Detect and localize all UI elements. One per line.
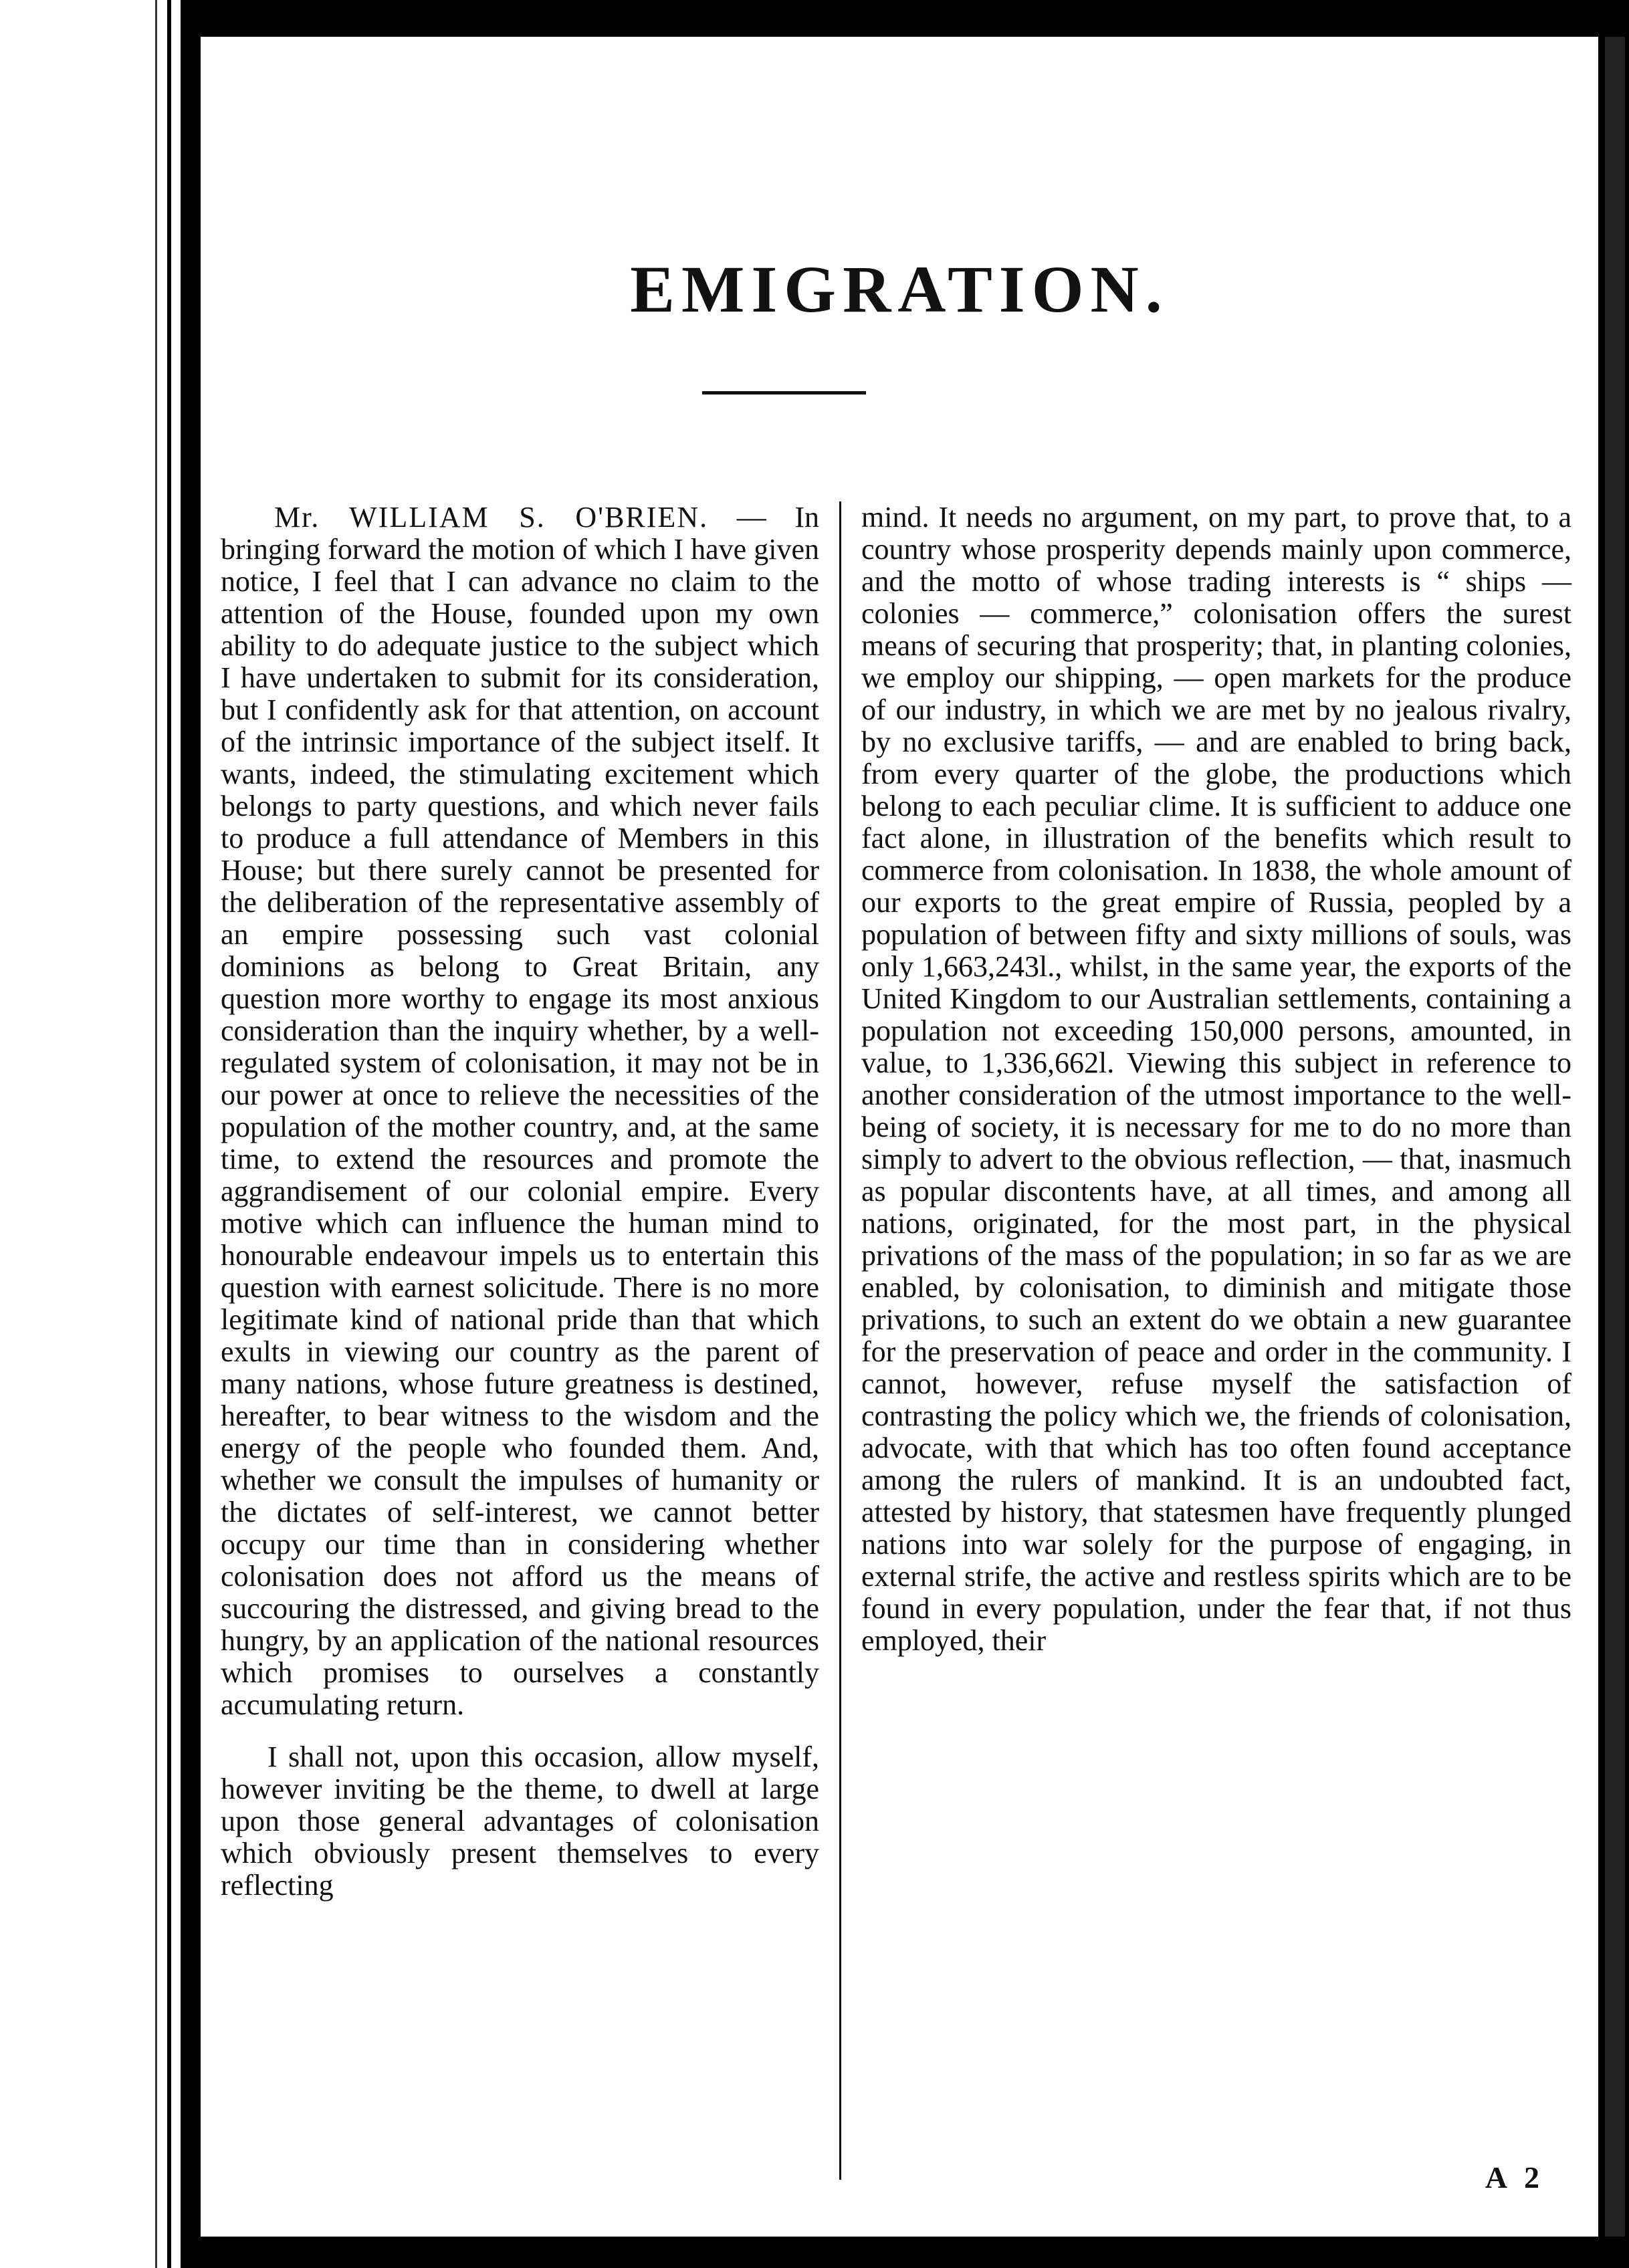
binding-line bbox=[167, 0, 171, 2268]
paragraph-1-body: — In bringing forward the motion of which I have given notice, I feel that I can advance no claim to the attention of the House, founded upon my own ability to do adequate justice to the subject which I have undertaken to submit for its consideration, but I confidently ask for that attention, on account of the intrinsic importance of the subject itself. It wants, indeed, the stimulating excitement which belongs to party questions, and which never fails to produce a full attendance of Members in this House; but there surely cannot be presented for the deliberation of the representative assembly of an empire possessing such vast colonial dominions as belong to Great Britain, any question more worthy to engage its most anxious consideration than the inquiry whether, by a well-regulated system of colonisation, it may not be in our power at once to relieve the necessities of the population of the mother country, and, at the same time, to extend the resources and promote the aggrandisement of our colonial empire. Every motive which can influence the human mind to honourable endeavour impels us to entertain this question with earnest solicitude. There is no more legitimate kind of national pride than that which exults in viewing our country as the parent of many nations, whose future greatness is destined, hereafter, to bear witness to the wisdom and the energy of the people who founded them. And, whether we consult the impulses of humanity or the dictates of self-interest, we cannot better occupy our time than in considering whether colonisation does not afford us the means of succouring the distressed, and giving bread to the hungry, by an application of the national resources which promises to ourselves a constantly accumulating return. bbox=[221, 501, 819, 1721]
adjacent-page-edge bbox=[0, 0, 190, 2268]
paragraph-2: I shall not, upon this occasion, allow myself, however inviting be the theme, to dwell at large upon those general advantages of colonisation which obviously present themselves to every reflecting bbox=[221, 1740, 819, 1902]
signature-mark: A 2 bbox=[1485, 2160, 1545, 2194]
left-column bbox=[221, 501, 819, 1902]
column-divider bbox=[839, 501, 841, 2180]
speaker-name: Mr. WILLIAM S. O'BRIEN. bbox=[274, 501, 709, 534]
right-column bbox=[861, 501, 1571, 1657]
page-title: EMIGRATION. bbox=[630, 252, 1169, 326]
title-rule bbox=[702, 391, 866, 394]
binding-shadow bbox=[155, 0, 157, 2268]
page-right-edge bbox=[1605, 37, 1625, 2237]
document-page bbox=[201, 37, 1598, 2237]
right-column-text: mind. It needs no argument, on my part, to prove that, to a country whose prosperity depends mainly upon commerce, and the motto of whose trading interests is “ ships — colonies — commerce,” colonisation offers the surest means of securing that prosperity; that, in planting colonies, we employ our shipping, — open markets for the produce of our industry, in which we are met by no jealous rivalry, by no exclusive tariffs, — and are enabled to bring back, from every quarter of the globe, the productions which belong to each peculiar clime. It is sufficient to adduce one fact alone, in illustration of the benefits which result to commerce from colonisation. In 1838, the whole amount of our exports to the great empire of Russia, peopled by a population of between fifty and sixty millions of souls, was only 1,663,243l., whilst, in the same year, the exports of the United Kingdom to our Australian settlements, containing a population not exceeding 150,000 persons, amounted, in value, to 1,336,662l. Viewing this subject in reference to another consideration of the utmost importance to the well-being of society, it is necessary for me to do no more than simply to advert to the obvious reflection, — that, inasmuch as popular discontents have, at all times, and among all nations, originated, for the most part, in the physical privations of the mass of the population; in so far as we are enabled, by colonisation, to diminish and mitigate those privations, to such an extent do we obtain a new guarantee for the preservation of peace and order in the community. I cannot, however, refuse myself the satisfaction of contrasting the policy which we, the friends of colonisation, advocate, with that which has too often found acceptance among the rulers of mankind. It is an undoubted fact, attested by history, that statesmen have frequently plunged nations into war solely for the purpose of engaging, in external strife, the active and restless spirits which are to be found in every population, under the fear that, if not thus employed, their bbox=[861, 501, 1571, 1657]
paragraph-1 bbox=[221, 501, 819, 1721]
